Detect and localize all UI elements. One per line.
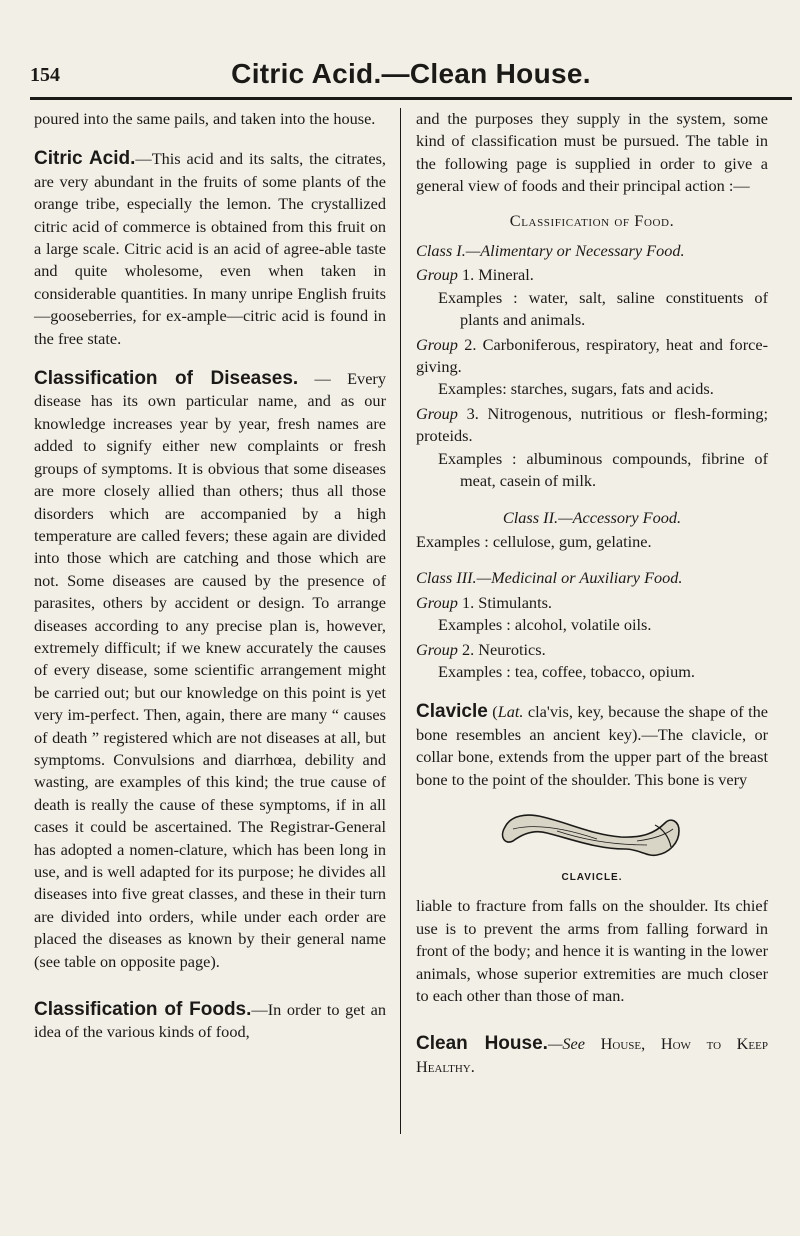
class-2-heading: Class II.—Accessory Food. [502,507,682,527]
group-2 [416,334,768,379]
group-c1-examples: Examples : alcohol, volatile oils. [438,615,652,635]
group-3-text: 3. Nitrogenous, nutritious or flesh-forming; proteids. [416,403,768,446]
clavicle-etymology: cla'vis, key, because the shape of the bone resembles an ancient key). [416,702,768,744]
group-3-label: Group [416,403,458,423]
clavicle-text-1: —The clavicle, or collar bone, extends from the upper part of the breast bone to the point of the shoulder. This bone is very [416,724,769,789]
header-rule [30,97,792,100]
headword-clean-house: Clean House. [416,1033,548,1055]
entry-classification-diseases [34,368,386,973]
clavicle-bone-shape [503,815,679,855]
headword-classification-foods: Classification of Foods. [34,999,252,1021]
clean-house-see-label: —See [547,1034,586,1054]
group-2-examples: Examples: starches, sugars, fats and acids. [438,379,714,399]
running-head: Citric Acid.—Clean House. [231,58,591,89]
group-c2 [416,639,768,661]
group-1-text: 1. Mineral. [457,265,534,285]
group-1-label: Group [416,265,458,285]
entry-clean-house [416,1033,768,1078]
group-c2-examples: Examples : tea, coffee, tobacco, opium. [438,661,695,681]
continuation-text: poured into the same pails, and taken into the house. [34,109,376,128]
group-c1 [416,592,768,614]
group-2-label: Group [416,334,458,354]
class-1-heading: Class I.—Alimentary or Necessary Food. [416,241,685,261]
group-1-examples: Examples : water, salt, saline constituents of plants and animals. [438,287,768,330]
class-2-examples: Examples : cellulose, gum, gelatine. [416,531,652,551]
group-c1-label: Group [416,592,458,612]
classification-diseases-text: — Every disease has its own particular name, and as our knowledge increases year by year, fresh names are added to signify either new complaints or fresh groups of symptoms. It is obvious that some diseases are more closely allied than others; thus all those disorders which are accompanied by a high temperature are called fevers; these again are divided into those which are catching and those which are not. Some diseases are caused by the presence of parasites, others by accident or design. To arrange diseases according to any precise plan is, however, extremely difficult; if we knew accurately the causes of every disease, some scientific arrangement might be carried out; but our knowledge on this point is yet very im-perfect. Then, again, there are many “ causes of death ” registered which are not diseases at all, but symptoms. Convulsions and diarrhœa, debility and wasting, are examples of this kind; the true cause of death is really the cause of these symptoms, if in all cases it could be ascertained. The Registrar-General has adopted a nomen-clature, which has been long in use, and is well adapted for its purpose; he divides all diseases into five great classes, and these in their turn are divided into orders, while under each order are placed the diseases as known by their general name (see table on opposite page). [34,369,386,971]
group-c1-text: 1. Stimulants. [457,592,553,612]
clavicle-lat-label: Lat. [497,702,524,722]
right-continuation-text: and the purposes they supply in the system, some kind of classification must be pursued. The table in the following page is supplied in order to give a general view of foods and their principal action :— [416,109,768,196]
group-1 [416,264,768,286]
headword-clavicle: Clavicle [416,701,488,723]
page-number: 154 [30,64,60,86]
group-c2-text: 2. Neurotics. [457,639,546,659]
clean-house-reference: House, How to Keep Healthy. [416,1034,768,1076]
right-column [416,108,768,1078]
group-c2-label: Group [416,639,458,659]
classification-foods-text: —In order to get an idea of the various kinds of food, [34,1000,386,1042]
headword-classification-diseases: Classification of Diseases. [34,368,299,390]
group-2-text: 2. Carboniferous, respiratory, heat and force-giving. [416,334,768,377]
headword-citric-acid: Citric Acid. [34,148,136,170]
group-3-examples: Examples : albuminous compounds, fibrine of meat, casein of milk. [438,448,768,491]
food-table-heading: Classification of Food. [509,210,675,230]
figure-caption: CLAVICLE. [561,871,623,883]
page-header [30,56,792,96]
class-3-heading: Class III.—Medicinal or Auxiliary Food. [416,568,683,588]
group-3 [416,403,768,448]
clavicle-illustration [497,805,687,863]
entry-clavicle: Clavicle (Lat. cla'vis, key, because the shape of the bone resembles an ancient key).—The clavicle, or collar bone, extends from the upper part of the breast bone to the point of the shoulder. This bone is very [416,701,769,789]
left-column [34,108,386,1044]
citric-acid-text: —This acid and its salts, the citrates, are very abundant in the fruits of some plants of the orange tribe, especially the lemon. The crystallized citric acid of commerce is obtained from this fruit on a large scale. Citric acid is an acid of agree-able taste and quite wholesome, even when taken in considerable quantities. In many unripe English fruits—gooseberries, for ex-ample—citric acid is found in the free state. [34,149,387,348]
entry-citric-acid [34,148,386,350]
entry-classification-foods [34,999,386,1044]
clavicle-text-2: liable to fracture from falls on the shoulder. Its chief use is to prevent the arms from falling forward in front of the body; and hence it is wanting in the lower animals, whose superior extremities are much closer to each other than those of man. [416,896,768,1005]
column-divider [400,108,401,1134]
